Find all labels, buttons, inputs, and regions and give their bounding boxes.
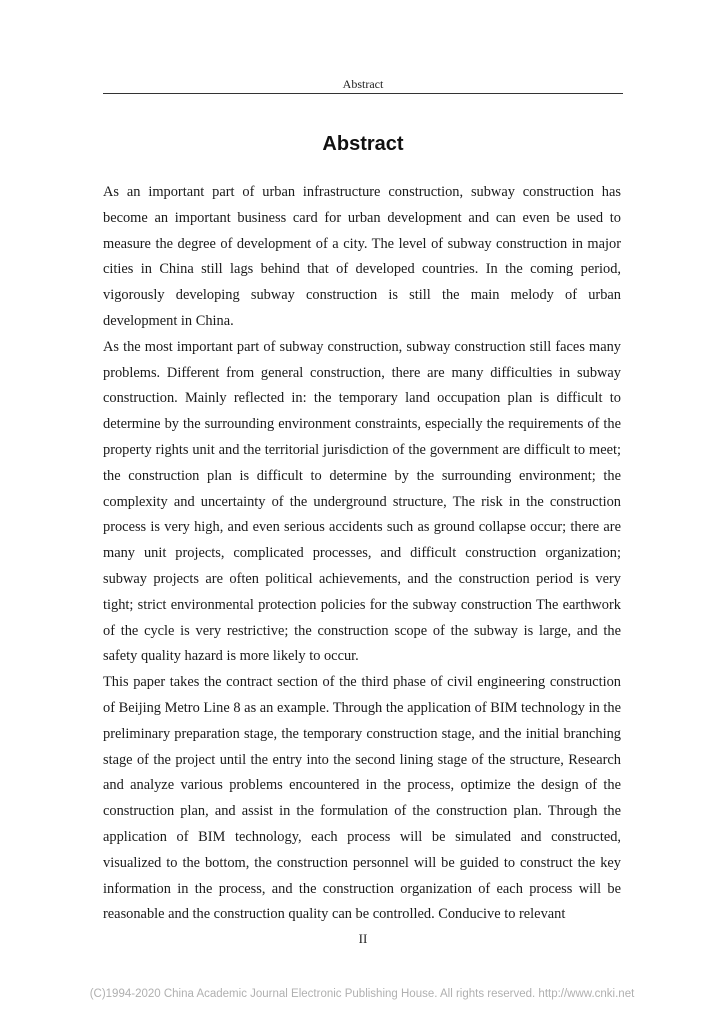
- abstract-paragraph-3: This paper takes the contract section of the third phase of civil engineering construction of Beijing Metro Line 8 as an example. Through the application of BIM technology in the preliminary preparation stage, the temporary construction stage, and the initial branching stage of the project until the entry into the second lining stage of the structure, Research and analyze various problems encountered in the process, optimize the design of the construction plan, and assist in the formulation of the construction plan. Through the application of BIM technology, each process will be simulated and constructed, visualized to the bottom, the construction personnel will be guided to construct the key information in the process, and the construction organization of each process will be reasonable and the construction quality can be controlled. Conducive to relevant: [103, 674, 621, 923]
- abstract-body: [103, 180, 621, 928]
- abstract-paragraph-2: As the most important part of subway construction, subway construction still faces many problems. Different from general construction, there are many difficulties in subway construction. Mainly reflected in: the temporary land occupation plan is difficult to determine by the surrounding environment constraints, especially the requirements of the property rights unit and the territorial jurisdiction of the government are difficult to meet; the construction plan is difficult to determine by the surrounding environment; the complexity and uncertainty of the underground structure, The risk in the construction process is very high, and even serious accidents such as ground collapse occur; there are many unit projects, complicated processes, and difficult construction organization; subway projects are often political achievements, and the construction period is very tight; strict environmental protection policies for the subway construction The earthwork of the cycle is very restrictive; the construction scope of the subway is large, and the safety quality hazard is more likely to occur.: [103, 338, 621, 665]
- abstract-paragraph-1: As an important part of urban infrastructure construction, subway construction has become an important business card for urban development and can even be used to measure the degree of development of a city. The level of subway construction in major cities in China still lags behind that of developed countries. In the coming period, vigorously developing subway construction is still the main melody of urban development in China.: [103, 184, 621, 329]
- header-divider: [103, 93, 623, 94]
- running-header: Abstract: [342, 77, 384, 91]
- page-number: II: [358, 931, 368, 946]
- page-title: Abstract: [322, 133, 404, 155]
- copyright-watermark: (C)1994-2020 China Academic Journal Electronic Publishing House. All rights reserved. http://www.cnki.net: [89, 988, 635, 1000]
